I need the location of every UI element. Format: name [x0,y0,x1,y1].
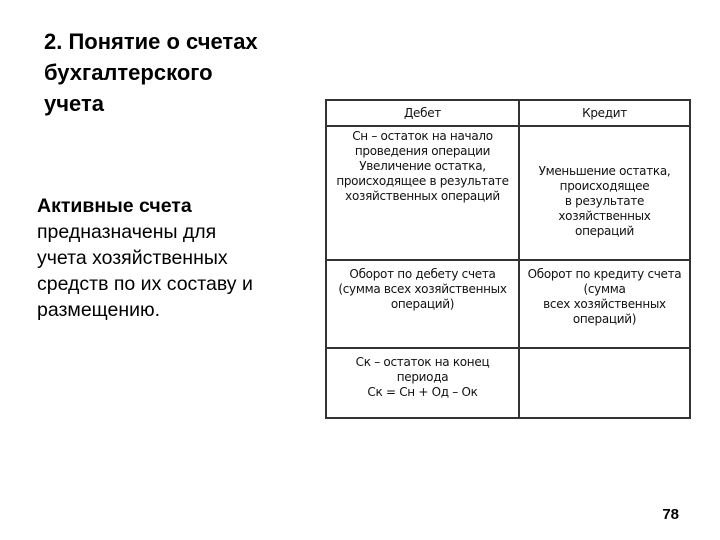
debit-cell [326,126,519,260]
cell-line: Оборот по кредиту счета [527,267,682,281]
cell-line: хозяйственных операций [345,189,500,203]
table-row [326,260,690,348]
cell-line: проведения операции [354,144,491,158]
cell-line: происходящее в результате [336,174,509,188]
account-table [325,99,691,419]
body-line: предназначены для [37,221,217,243]
cell-line: операций) [572,312,637,326]
cell-line: Ск – остаток на конец [355,355,490,369]
table-row [326,348,690,418]
cell-line: Ск = Сн + Од – Ок [367,385,478,399]
debit-cell [326,260,519,348]
header-credit: Кредит [519,100,690,126]
cell-line: в результате хозяйственных [558,193,651,223]
slide-title-line: бухгалтерского [44,60,213,85]
cell-line: (сумма [583,282,626,296]
body-paragraph [37,193,327,323]
cell-line: всех хозяйственных [543,297,666,311]
cell-line: Увеличение остатка, [359,159,486,173]
header-debit: Дебет [326,100,519,126]
table-header-row [326,100,690,126]
body-lead: Активные счета [37,195,192,217]
cell-line: (сумма всех хозяйственных [338,282,507,296]
debit-cell [326,348,519,418]
slide-title-line: учета [44,91,104,116]
cell-line: Оборот по дебету счета [349,267,496,281]
cell-line: периода [396,370,449,384]
cell-line: Сн – остаток на начало [352,129,493,143]
body-line: учета хозяйственных [37,247,228,269]
body-line: средств по их составу и [37,273,253,295]
cell-line: происходящее [559,178,650,193]
slide-title-line: 2. Понятие о счетах [44,29,258,54]
credit-cell [519,260,690,348]
body-line: размещению. [37,299,161,321]
credit-cell-empty [519,348,690,418]
cell-line: Уменьшение остатка, [538,163,671,178]
credit-cell [519,126,690,260]
cell-line: операций [575,223,634,238]
page-number: 78 [662,506,679,523]
table-row [326,126,690,260]
slide-title [44,26,344,119]
cell-line: операций) [390,297,455,311]
